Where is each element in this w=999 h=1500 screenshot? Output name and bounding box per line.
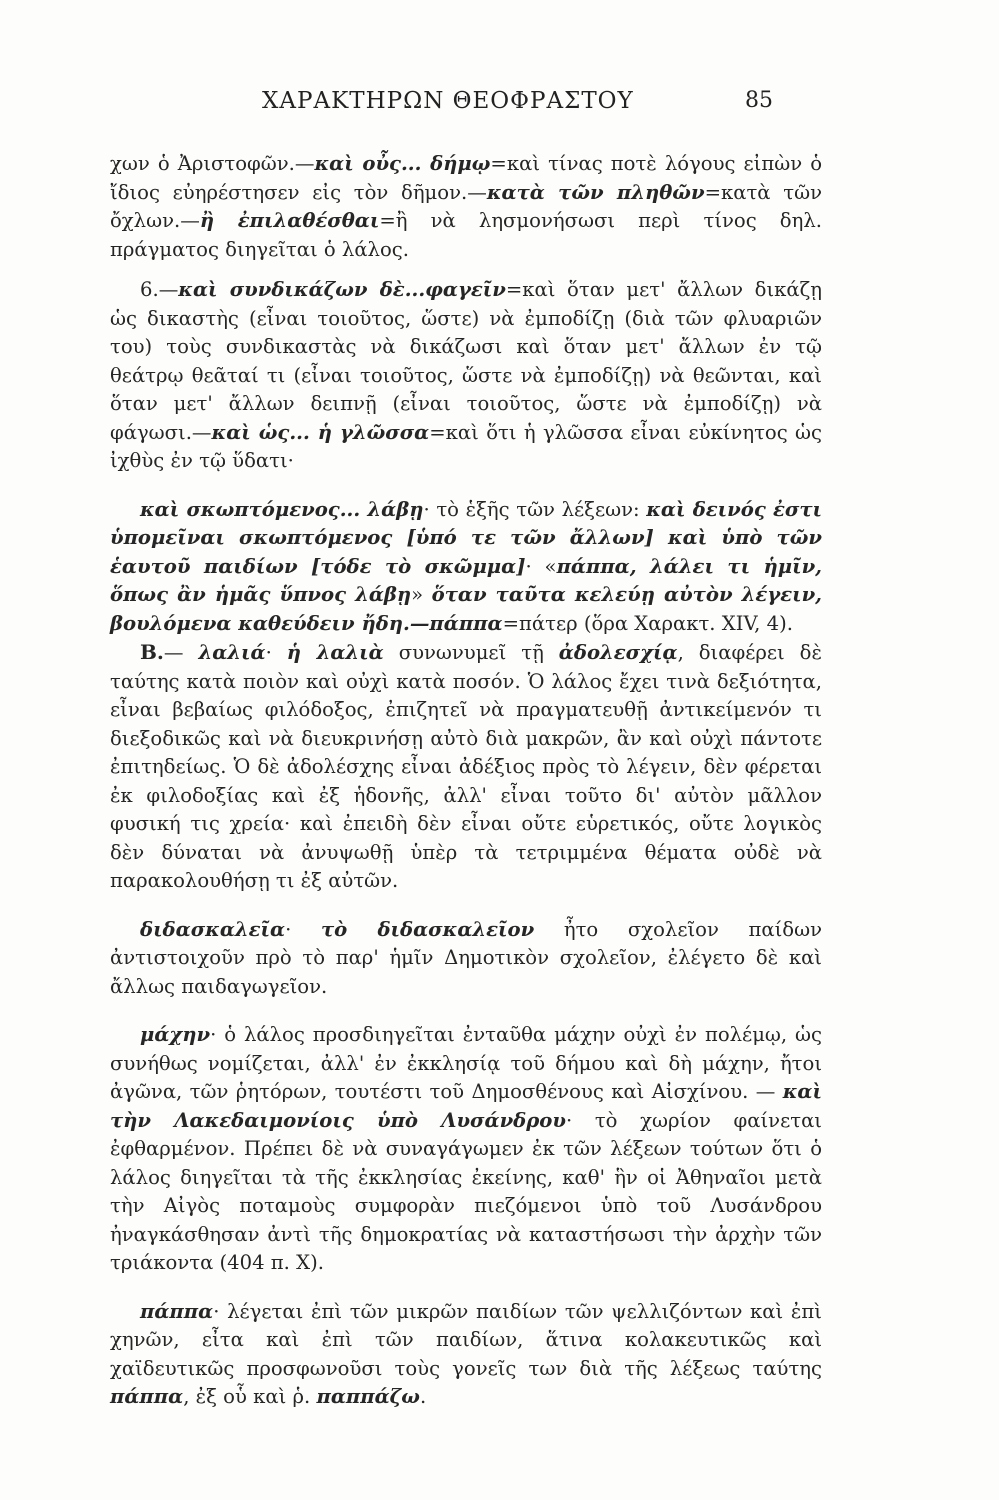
lemma: λαλιά bbox=[198, 641, 266, 664]
lemma: πάππα bbox=[140, 1299, 214, 1323]
text-run: · τὸ ἑξῆς τῶν λέξεων: bbox=[423, 497, 647, 521]
text-run: =κατὰ τῶν ὄχλων.— bbox=[110, 180, 822, 232]
lemma: παππάζω bbox=[316, 1385, 420, 1408]
lemma: πάππα, λάλει τι ἡμῖν, ὅπως ἂν ἡμᾶς ὕπνος λάβῃ bbox=[110, 554, 822, 606]
lemma: κατὰ τῶν πληθῶν bbox=[486, 180, 705, 204]
text-run: · τὸ χωρίον φαίνεται ἐφθαρμένον. Πρέπει δὲ νὰ συναγάγωμεν ἐκ τῶν λέξεων τούτων ὅτι ὁ λάλος διηγεῖται τὰ τῆς ἐκκλησίας ἐκείνης, καθ' ἣν οἱ Ἀθηναῖοι μετὰ τὴν Αἰγὸς ποταμοὺς συμφορὰν πιεζόμενοι ὑπὸ τοῦ Λυσάνδρου ἠναγκάσθησαν ἀντὶ τῆς δημοκρατίας νὰ καταστήσωσι τὴν ἀρχὴν τῶν τριάκοντα (404 π. Χ). bbox=[110, 1108, 822, 1274]
lemma: πάππα bbox=[110, 1385, 184, 1408]
section-letter: B. bbox=[140, 640, 164, 664]
lemma: ὅταν ταῦτα κελεύῃ αὐτὸν λέγειν, βουλόμενα καθεύδειν ἤδη.—πάππα bbox=[110, 583, 823, 635]
paragraph bbox=[110, 276, 822, 476]
text-run: χων ὁ Ἀριστοφῶν.— bbox=[110, 152, 315, 175]
text-run: · λέγεται ἐπὶ τῶν μικρῶν παιδίων τῶν ψελλιζόντων καὶ ἐπὶ χηνῶν, εἶτα καὶ ἐπὶ τῶν παιδίων, ἅτινα κολακευτικῶς καὶ χαϊδευτικῶς προσφωνοῦσι τοὺς γονεῖς των διὰ τῆς λέξεως ταύτης bbox=[110, 1299, 822, 1380]
text-run: =καὶ ὅταν μετ' ἄλλων δικάζῃ ὡς δικαστὴς (εἶναι τοιοῦτος, ὥστε) νὰ ἐμποδίζῃ (διὰ τῶν φλυαριῶν του) τοὺς συνδικαστὰς νὰ δικάζωσι καὶ ὅταν μετ' ἄλλων ἐν τῷ θεάτρῳ θεᾶταί τι (εἶναι τοιοῦτος, ὥστε νὰ ἐμποδίζῃ) νὰ θεῶνται, καὶ ὅταν μετ' ἄλλων δειπνῇ (εἶναι τοιοῦτος, ὥστε νὰ ἐμποδίζῃ) νὰ φάγωσι.— bbox=[110, 278, 822, 444]
paragraph bbox=[110, 150, 822, 264]
paragraph bbox=[110, 496, 822, 639]
lemma: μάχην bbox=[140, 1023, 211, 1046]
lemma: καὶ σκωπτόμενος... λάβῃ bbox=[140, 497, 424, 521]
lemma: ἢ ἐπιλαθέσθαι bbox=[199, 209, 380, 232]
text-run: . bbox=[419, 1385, 427, 1408]
text-run: =πάτερ (ὅρα Χαρακτ. XIV, 4). bbox=[502, 611, 793, 635]
text-run: , ἐξ οὗ καὶ ῥ. bbox=[183, 1385, 317, 1408]
lemma: καὶ ὡς... ἡ γλῶσσα bbox=[211, 420, 430, 444]
text-run: =ἢ νὰ λησμονήσωσι περὶ τίνος δηλ. πράγματος διηγεῖται ὁ λάλος. bbox=[110, 209, 822, 261]
lemma: καὶ οὖς... δήμῳ bbox=[314, 152, 491, 175]
running-title: ΧΑΡΑΚΤΗΡΩΝ ΘΕΟΦΡΑΣΤΟΥ bbox=[262, 88, 634, 114]
page-number: 85 bbox=[745, 88, 773, 113]
lemma: ἀδολεσχίᾳ bbox=[558, 641, 678, 664]
lemma: καὶ τὴν Λακεδαιμονίοις ὑπὸ Λυσάνδρου bbox=[110, 1080, 822, 1132]
commentary-text bbox=[110, 150, 822, 1412]
lemma: καὶ συνδικάζων δὲ...φαγεῖν bbox=[178, 278, 506, 301]
text-run: » bbox=[411, 583, 432, 606]
text-run: · bbox=[285, 917, 321, 941]
lemma: καὶ δεινός ἐστι ὑπομεῖναι σκωπτόμενος [ὑπό τε τῶν ἄλλων] καὶ ὑπὸ τῶν ἑαυτοῦ παιδίων [τόδε τὸ σκῶμμα] bbox=[110, 497, 823, 578]
text-run: · ὁ λάλος προσδιηγεῖται ἐνταῦθα μάχην οὐχὶ ἐν πολέμῳ, ὡς συνήθως νομίζεται, ἀλλ' ἐν ἐκκλησίᾳ τοῦ δήμου καὶ δὴ μάχην, ἤτοι ἀγῶνα, τῶν ῥητόρων, τουτέστι τοῦ Δημοσθένους καὶ Αἰσχίνου. — bbox=[110, 1023, 822, 1103]
text-run: =καὶ τίνας ποτὲ λόγους εἰπὼν ὁ ἴδιος εὐηρέστησεν εἰς τὸν δῆμον.— bbox=[110, 152, 822, 204]
lemma: διδασκαλεῖα bbox=[140, 917, 286, 941]
text-run: =καὶ ὅτι ἡ γλῶσσα εἶναι εὐκίνητος ὡς ἰχθὺς ἐν τῷ ὕδατι· bbox=[110, 420, 823, 472]
text-run: 6.— bbox=[140, 278, 179, 301]
paragraph bbox=[110, 638, 822, 896]
lemma: ἡ λαλιὰ bbox=[286, 641, 384, 664]
text-run: · bbox=[265, 641, 287, 664]
text-run: , διαφέρει δὲ ταύτης κατὰ ποιὸν καὶ οὐχὶ κατὰ ποσόν. Ὁ λάλος ἔχει τινὰ δεξιότητα, εἶναι βεβαίως φιλόδοξος, ἐπιζητεῖ νὰ πραγματευθῇ ἀντικείμενόν τι διεξοδικῶς καὶ νὰ διευκρινήσῃ αὐτὸ διὰ μακρῶν, ἂν καὶ οὐχὶ πάντοτε ἐπιτηδείως. Ὁ δὲ ἀδολέσχης εἶναι ἀδέξιος πρὸς τὸ λέγειν, δὲν φέρεται ἐκ φιλοδοξίας καὶ ἐξ ἡδονῆς, ἀλλ' εἶναι τοῦτο δι' αὐτὸν μᾶλλον φυσική τις χρεία· καὶ ἐπειδὴ δὲν εἶναι οὔτε εὑρετικός, οὔτε λογικὸς δὲν δύναται νὰ ἀνυψωθῇ ὑπὲρ τὰ τετριμμένα θέματα οὐδὲ νὰ παρακολουθήσῃ τι ἐξ αὐτῶν. bbox=[110, 641, 822, 892]
text-run: συνωνυμεῖ τῇ bbox=[383, 641, 559, 664]
lemma: τὸ διδασκαλεῖον bbox=[321, 917, 535, 941]
text-run: · « bbox=[525, 554, 557, 578]
paragraph bbox=[110, 1021, 822, 1278]
text-run: ἦτο σχολεῖον παίδων ἀντιστοιχοῦν πρὸ τὸ παρ' ἡμῖν Δημοτικὸν σχολεῖον, ἐλέγετο δὲ καὶ ἄλλως παιδαγωγεῖον. bbox=[110, 917, 822, 998]
text-run: — bbox=[163, 641, 199, 664]
paragraph bbox=[110, 916, 822, 1002]
paragraph bbox=[110, 1298, 822, 1412]
